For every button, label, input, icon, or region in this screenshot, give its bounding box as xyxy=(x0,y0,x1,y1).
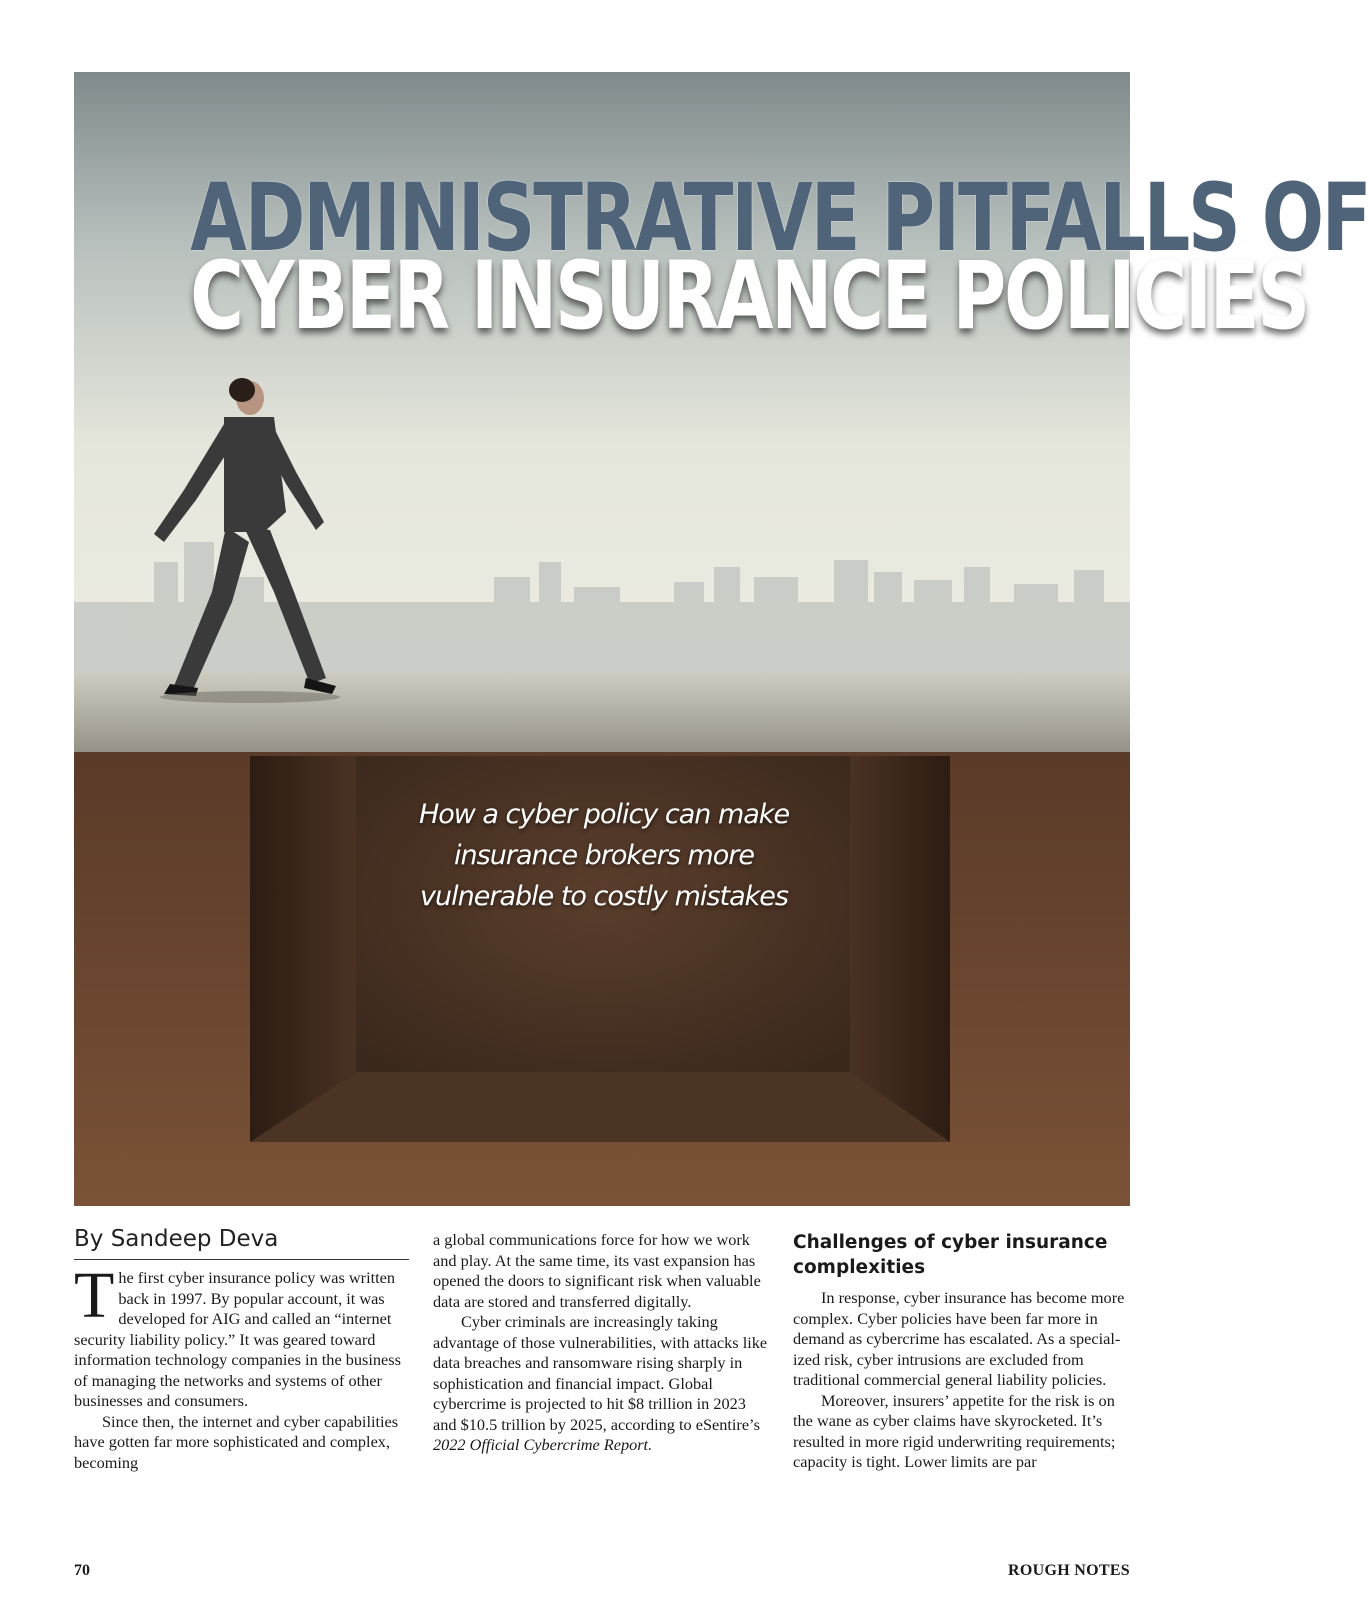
article-column-2 xyxy=(433,1230,771,1456)
body-paragraph: Since then, the internet and cyber capabilities have gotten far more sophisticated and complex, becoming xyxy=(74,1411,399,1472)
article-column-1 xyxy=(74,1259,412,1473)
body-paragraph: a global communications force for how we work and play. At the same time, its vast expansion has opened the doors to significant risk when valuable data are stored and transferred digitally. xyxy=(433,1230,761,1311)
byline: By Sandeep Deva xyxy=(74,1226,409,1260)
hero-image xyxy=(74,72,1369,1206)
drop-cap: T xyxy=(74,1259,115,1332)
paragraph-text: Cyber criminals are increasingly taking advantage of those vulnerabilities, with attacks like data breaches and ransomware rising sharply in sophistication and financial impact. Global cybercrime is projected to hit $8 trillion in 2023 and $10.5 trillion by 2025, according to eSentire’s xyxy=(433,1312,768,1434)
body-paragraph xyxy=(433,1312,771,1456)
body-paragraph: In response, cyber insurance has become more complex. Cyber policies have been far more in demand as cybercrime has escalated. As a specialized risk, cyber intrusions are excluded from traditional commercial general liability policies. xyxy=(793,1288,1125,1389)
deck-text: How a cyber policy can make insurance brokers more vulnerable to costly mistakes xyxy=(418,799,790,912)
paragraph-text: he first cyber insurance policy was written back in 1997. By popular account, it was developed for AIG and called an “internet security liability policy.” It was geared toward information technology companies in the business of managing the networks and systems of other businesses and consumers. xyxy=(74,1268,401,1410)
headline-line-2: CYBER INSURANCE POLICIES xyxy=(190,242,1308,351)
section-subhead: Challenges of cyber insurance complexities xyxy=(793,1232,1108,1278)
report-title: 2022 Official Cybercrime Report. xyxy=(433,1435,653,1454)
page-number: 70 xyxy=(74,1562,90,1579)
headline-line-1: ADMINISTRATIVE PITFALLS OF xyxy=(190,164,1369,273)
body-paragraph: Moreover, insurers’ appetite for the risk is on the wane as cyber claims have skyrocketed. It’s resulted in more rigid underwriting requirements; capacity is tight. Lower limits are par xyxy=(793,1390,1116,1471)
publication-name: ROUGH NOTES xyxy=(1008,1562,1130,1579)
article-column-3 xyxy=(793,1230,1131,1473)
body-paragraph xyxy=(74,1259,412,1412)
